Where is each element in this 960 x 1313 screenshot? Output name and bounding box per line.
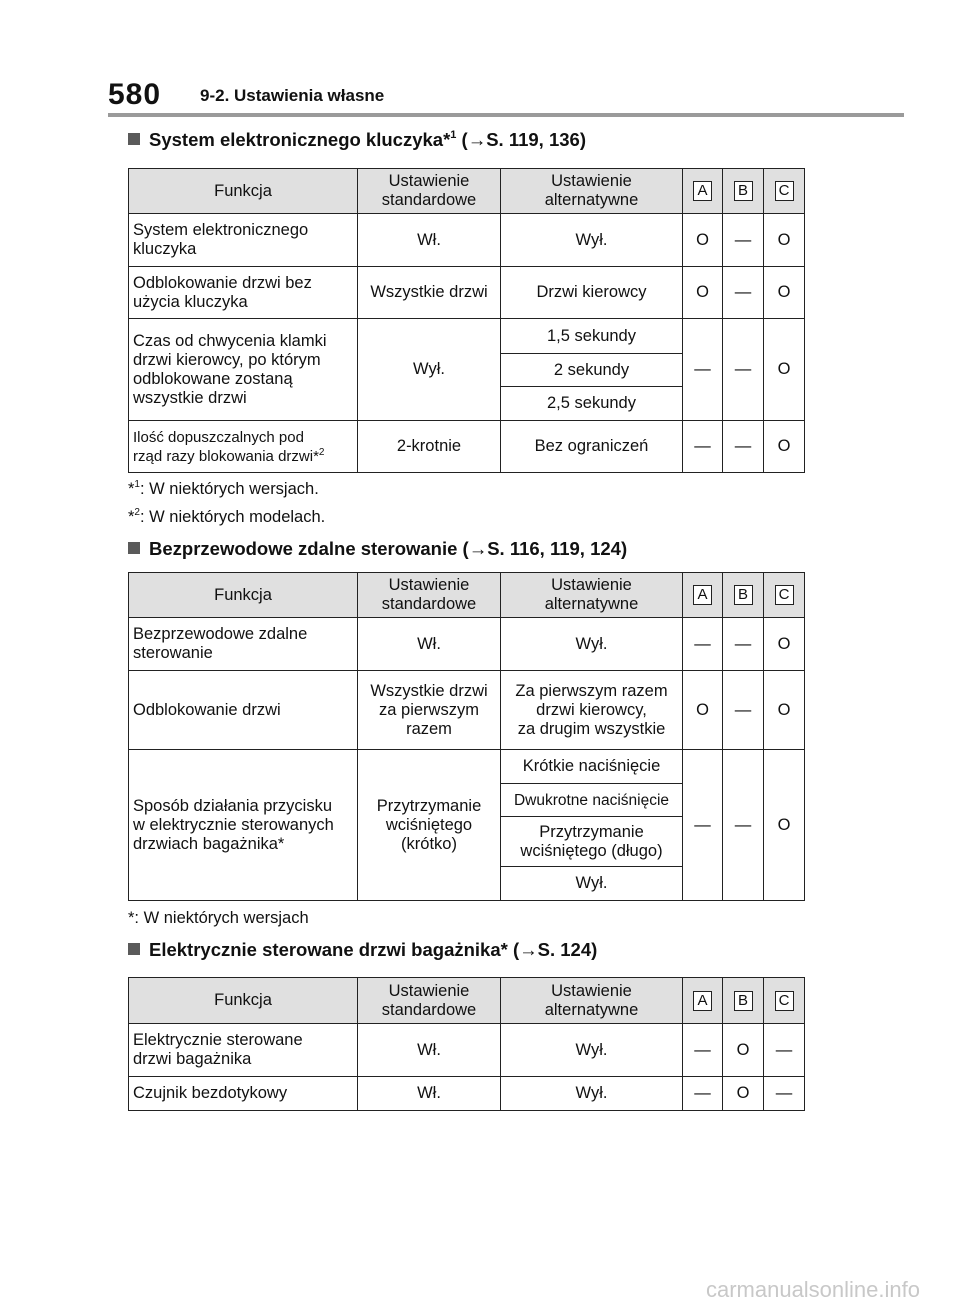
- col-c-cell: O: [764, 267, 805, 319]
- header-standard: Ustawienie standardowe: [358, 169, 501, 214]
- table-row: [129, 1077, 805, 1111]
- col-a-cell: —: [683, 421, 723, 473]
- standard-cell: Wył.: [358, 319, 501, 421]
- header-alternative: Ustawienie alternatywne: [501, 573, 683, 618]
- table-row: [129, 319, 805, 354]
- header-function: Funkcja: [129, 573, 358, 618]
- col-c-cell: —: [764, 1077, 805, 1111]
- header-col-c: C: [764, 169, 805, 214]
- table-row: [129, 750, 805, 784]
- alternative-cell: Wył.: [501, 867, 683, 901]
- remote-control-table: [128, 572, 805, 901]
- table-row: [129, 671, 805, 750]
- alternative-cell: Dwukrotne naciśnięcie: [501, 784, 683, 817]
- function-cell: Odblokowanie drzwi: [129, 671, 358, 750]
- electronic-key-table: [128, 168, 805, 473]
- square-bullet-icon: [128, 542, 140, 554]
- col-b-cell: —: [723, 618, 764, 671]
- table-header-row: [129, 573, 805, 618]
- col-b-cell: —: [723, 750, 764, 901]
- alternative-cell: Wył.: [501, 1024, 683, 1077]
- col-a-cell: O: [683, 267, 723, 319]
- alternative-cell: Wył.: [501, 618, 683, 671]
- alternative-cell: Wył.: [501, 214, 683, 267]
- col-b-cell: —: [723, 671, 764, 750]
- col-b-cell: O: [723, 1077, 764, 1111]
- standard-cell: Wł.: [358, 1024, 501, 1077]
- standard-cell: Wł.: [358, 1077, 501, 1111]
- header-function: Funkcja: [129, 978, 358, 1024]
- header-col-b: B: [723, 169, 764, 214]
- watermark: carmanualsonline.info: [705, 1277, 920, 1302]
- col-c-cell: —: [764, 1024, 805, 1077]
- col-c-cell: O: [764, 319, 805, 421]
- alternative-cell: Za pierwszym razem drzwi kierowcy, za drugim wszystkie: [501, 671, 683, 750]
- col-c-cell: O: [764, 214, 805, 267]
- col-b-cell: —: [723, 267, 764, 319]
- col-c-cell: O: [764, 750, 805, 901]
- header-standard: Ustawienie standardowe: [358, 978, 501, 1024]
- page-header: [108, 76, 904, 116]
- header-alternative: Ustawienie alternatywne: [501, 978, 683, 1024]
- alternative-cell: Wył.: [501, 1077, 683, 1111]
- alternative-cell: Bez ograniczeń: [501, 421, 683, 473]
- alternative-cell: Drzwi kierowcy: [501, 267, 683, 319]
- col-b-cell: —: [723, 214, 764, 267]
- function-cell: Ilość dopuszczalnych pod rząd razy blokowania drzwi*$^2$: [129, 421, 358, 473]
- function-cell: Bezprzewodowe zdalne sterowanie: [129, 618, 358, 671]
- col-b-cell: —: [723, 319, 764, 421]
- function-cell: System elektronicznego kluczyka: [129, 214, 358, 267]
- header-col-b: B: [723, 978, 764, 1024]
- col-b-cell: —: [723, 421, 764, 473]
- table-row: [129, 267, 805, 319]
- square-bullet-icon: [128, 943, 140, 955]
- function-cell: Sposób działania przycisku w elektrycznie sterowanych drzwiach bagażnika*: [129, 750, 358, 901]
- alternative-cell: 2,5 sekundy: [501, 387, 683, 421]
- header-divider: [108, 113, 904, 117]
- header-col-a: A: [683, 573, 723, 618]
- header-function: Funkcja: [129, 169, 358, 214]
- standard-cell: Wszystkie drzwi za pierwszym razem: [358, 671, 501, 750]
- footnote-1: *$^1$: W niektórych wersjach.: [128, 479, 319, 498]
- function-cell: Czujnik bezdotykowy: [129, 1077, 358, 1111]
- section-title-remote-control: Bezprzewodowe zdalne sterowanie (→S. 116, 119, 124): [128, 538, 627, 560]
- power-tailgate-table: [128, 977, 805, 1111]
- table-header-row: [129, 978, 805, 1024]
- standard-cell: Przytrzymanie wciśniętego (krótko): [358, 750, 501, 901]
- col-a-cell: —: [683, 618, 723, 671]
- header-alternative: Ustawienie alternatywne: [501, 169, 683, 214]
- table-row: [129, 214, 805, 267]
- header-col-b: B: [723, 573, 764, 618]
- col-a-cell: O: [683, 671, 723, 750]
- header-col-c: C: [764, 573, 805, 618]
- standard-cell: Wł.: [358, 214, 501, 267]
- header-standard: Ustawienie standardowe: [358, 573, 501, 618]
- col-c-cell: O: [764, 671, 805, 750]
- chapter-title: 9-2. Ustawienia własne: [200, 86, 385, 105]
- table-row: [129, 618, 805, 671]
- function-cell: Elektrycznie sterowane drzwi bagażnika: [129, 1024, 358, 1077]
- col-a-cell: —: [683, 1024, 723, 1077]
- table-row: [129, 421, 805, 473]
- alternative-cell: Przytrzymanie wciśniętego (długo): [501, 817, 683, 867]
- footnote-3: *: W niektórych wersjach: [128, 909, 309, 927]
- standard-cell: 2-krotnie: [358, 421, 501, 473]
- header-col-a: A: [683, 169, 723, 214]
- alternative-cell: 2 sekundy: [501, 354, 683, 387]
- col-a-cell: O: [683, 214, 723, 267]
- header-col-c: C: [764, 978, 805, 1024]
- col-a-cell: —: [683, 319, 723, 421]
- col-c-cell: O: [764, 618, 805, 671]
- square-bullet-icon: [128, 133, 140, 145]
- function-cell: Czas od chwycenia klamki drzwi kierowcy, po którym odblokowane zostaną wszystkie drzwi: [129, 319, 358, 421]
- alternative-cell: 1,5 sekundy: [501, 319, 683, 354]
- standard-cell: Wszystkie drzwi: [358, 267, 501, 319]
- col-c-cell: O: [764, 421, 805, 473]
- table-row: [129, 1024, 805, 1077]
- alternative-cell: Krótkie naciśnięcie: [501, 750, 683, 784]
- header-col-a: A: [683, 978, 723, 1024]
- function-cell: Odblokowanie drzwi bez użycia kluczyka: [129, 267, 358, 319]
- table-header-row: [129, 169, 805, 214]
- col-b-cell: O: [723, 1024, 764, 1077]
- col-a-cell: —: [683, 750, 723, 901]
- page-number: 580: [108, 78, 162, 111]
- footnote-2: *$^2$: W niektórych modelach.: [128, 507, 326, 526]
- section-title-power-tailgate: Elektrycznie sterowane drzwi bagażnika* (→S. 124): [128, 939, 597, 961]
- standard-cell: Wł.: [358, 618, 501, 671]
- section-title-electronic-key: System elektronicznego kluczyka*$^1$ (→S. 119, 136): [128, 129, 586, 151]
- col-a-cell: —: [683, 1077, 723, 1111]
